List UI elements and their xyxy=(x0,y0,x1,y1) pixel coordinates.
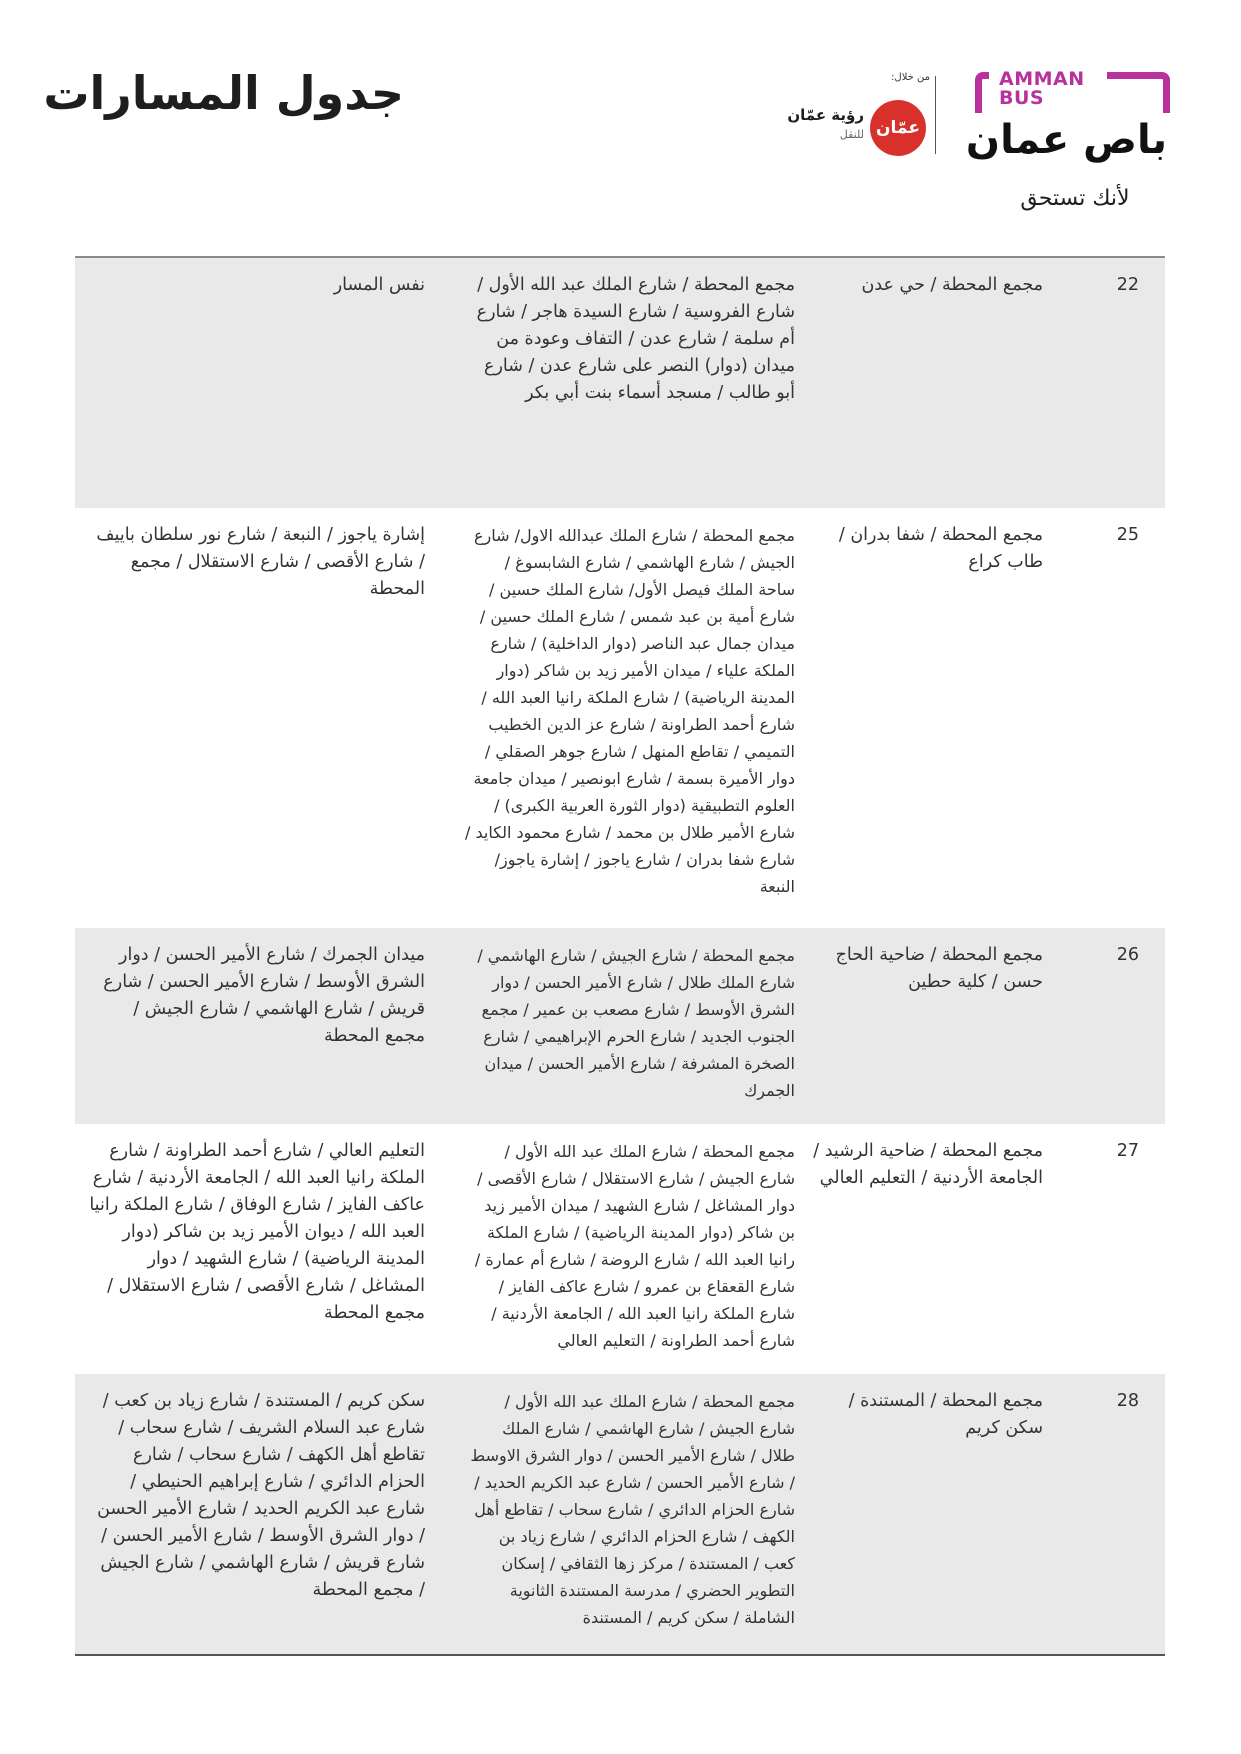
table-row xyxy=(75,1124,1165,1374)
amman-bus-logo xyxy=(965,68,1170,180)
logo-text-ar: باص عمان xyxy=(965,117,1167,163)
route-number: 26 xyxy=(1116,945,1139,965)
route-name: مجمع المحطة / شفا بدران / طاب كراع xyxy=(838,525,1043,572)
route-number: 22 xyxy=(1116,275,1139,295)
route-return: نفس المسار xyxy=(333,275,425,295)
route-number: 28 xyxy=(1116,1391,1139,1411)
routes-table xyxy=(75,256,1165,1656)
logo-text-en: AMMAN BUS xyxy=(999,68,1085,109)
route-return: سكن كريم / المستندة / شارع زياد بن كعب / شارع عبد السلام الشريف / شارع سحاب / تقاطع أهل الكهف / شارع سحاب / شارع الحزام الدائري / شارع إبراهيم الحنيطي / شارع عبد الكريم الحديد / شارع الأمير الحسن / دوار الشرق الأوسط / شارع الأمير الحسن / شارع قريش / شارع الهاشمي / شارع الجيش / مجمع المحطة xyxy=(97,1391,425,1600)
route-return: التعليم العالي / شارع أحمد الطراونة / شارع الملكة رانيا العبد الله / الجامعة الأردنية / شارع عاكف الفايز / شارع الوفاق / شارع الملكة رانيا العبد الله / ديوان الأمير زيد بن شاكر (دوار المدينة الرياضية) / شارع الشهيد / دوار المشاغل / شارع الأقصى / شارع الاستقلال / مجمع المحطة xyxy=(89,1141,425,1323)
route-name: مجمع المحطة / ضاحية الحاج حسن / كلية حطين xyxy=(835,945,1043,992)
route-going: مجمع المحطة / شارع الملك عبد الله الأول / شارع الفروسية / شارع السيدة هاجر / شارع أم سلمة / شارع عدن / التفاف وعودة من ميدان (دوار) النصر على شارع عدن / شارع أبو طالب / مسجد أسماء بنت أبي بكر xyxy=(476,275,795,403)
partner-subtitle: للنقل xyxy=(839,128,864,141)
route-number: 27 xyxy=(1116,1141,1139,1161)
table-row xyxy=(75,1374,1165,1654)
route-return: ميدان الجمرك / شارع الأمير الحسن / دوار الشرق الأوسط / شارع الأمير الحسن / شارع قريش / شارع الهاشمي / شارع الجيش / مجمع المحطة xyxy=(103,945,425,1046)
route-name: مجمع المحطة / حي عدن xyxy=(861,275,1043,295)
route-going: مجمع المحطة / شارع الملك عبدالله الاول/ شارع الجيش / شارع الهاشمي / شارع الشابسوغ / ساحة الملك فيصل الأول/ شارع الملك حسين / شارع أمية بن عبد شمس / شارع الملك حسين / ميدان جمال عبد الناصر (دوار الداخلية) / شارع الملكة علياء / ميدان الأمير زيد بن شاكر (دوار المدينة الرياضية) / شارع الملكة رانيا العبد الله / شارع أحمد الطراونة / شارع عز الدين الخطيب التميمي / تقاطع المنهل / شارع جوهر الصقلي / دوار الأميرة بسمة / شارع ابونصير / ميدان جامعة العلوم التطبيقية (دوار الثورة العربية الكبرى) / شارع الأمير طلال بن محمد / شارع محمود الكايد / شارع شفا بدران / شارع ياجوز / إشارة ياجوز/ النبعة xyxy=(465,526,795,896)
partner-name: رؤية عمّان xyxy=(787,106,864,124)
page-title: جدول المسارات xyxy=(43,66,404,120)
amman-vision-badge: عمّان xyxy=(870,100,926,156)
partner-through-label: من خلال: xyxy=(891,72,930,83)
route-name: مجمع المحطة / ضاحية الرشيد / الجامعة الأردنية / التعليم العالي xyxy=(813,1141,1043,1188)
route-number: 25 xyxy=(1116,525,1139,545)
table-row xyxy=(75,258,1165,508)
table-row xyxy=(75,508,1165,928)
route-name: مجمع المحطة / المستندة / سكن كريم xyxy=(848,1391,1043,1438)
route-going: مجمع المحطة / شارع الملك عبد الله الأول / شارع الجيش / شارع الهاشمي / شارع الملك طلال / شارع الأمير الحسن / دوار الشرق الاوسط / شارع الأمير الحسن / شارع عبد الكريم الحديد / شارع الحزام الدائري / شارع سحاب / تقاطع أهل الكهف / شارع الحزام الدائري / شارع زياد بن كعب / المستندة / مركز زها الثقافي / إسكان التطوير الحضري / مدرسة المستندة الثانوية الشاملة / سكن كريم / المستندة xyxy=(470,1392,795,1627)
route-going: مجمع المحطة / شارع الجيش / شارع الهاشمي / شارع الملك طلال / شارع الأمير الحسن / دوار الشرق الأوسط / شارع مصعب بن عمير / مجمع الجنوب الجديد / شارع الحرم الإبراهيمي / شارع الصخرة المشرفة / شارع الأمير الحسن / ميدان الجمرك xyxy=(477,946,795,1100)
route-return: إشارة ياجوز / النبعة / شارع نور سلطان باييف / شارع الأقصى / شارع الاستقلال / مجمع المحطة xyxy=(96,525,425,599)
brand-tagline: لأنك تستحق xyxy=(1020,186,1130,211)
route-going: مجمع المحطة / شارع الملك عبد الله الأول / شارع الجيش / شارع الاستقلال / شارع الأقصى / دوار المشاغل / شارع الشهيد / ميدان الأمير زيد بن شاكر (دوار المدينة الرياضية) / شارع الملكة رانيا العبد الله / شارع الروضة / شارع أم عمارة / شارع القعقاع بن عمرو / شارع عاكف الفايز / شارع الملكة رانيا العبد الله / الجامعة الأردنية / شارع أحمد الطراونة / التعليم العالي xyxy=(474,1142,795,1350)
table-row xyxy=(75,928,1165,1124)
logo-divider xyxy=(935,76,936,154)
